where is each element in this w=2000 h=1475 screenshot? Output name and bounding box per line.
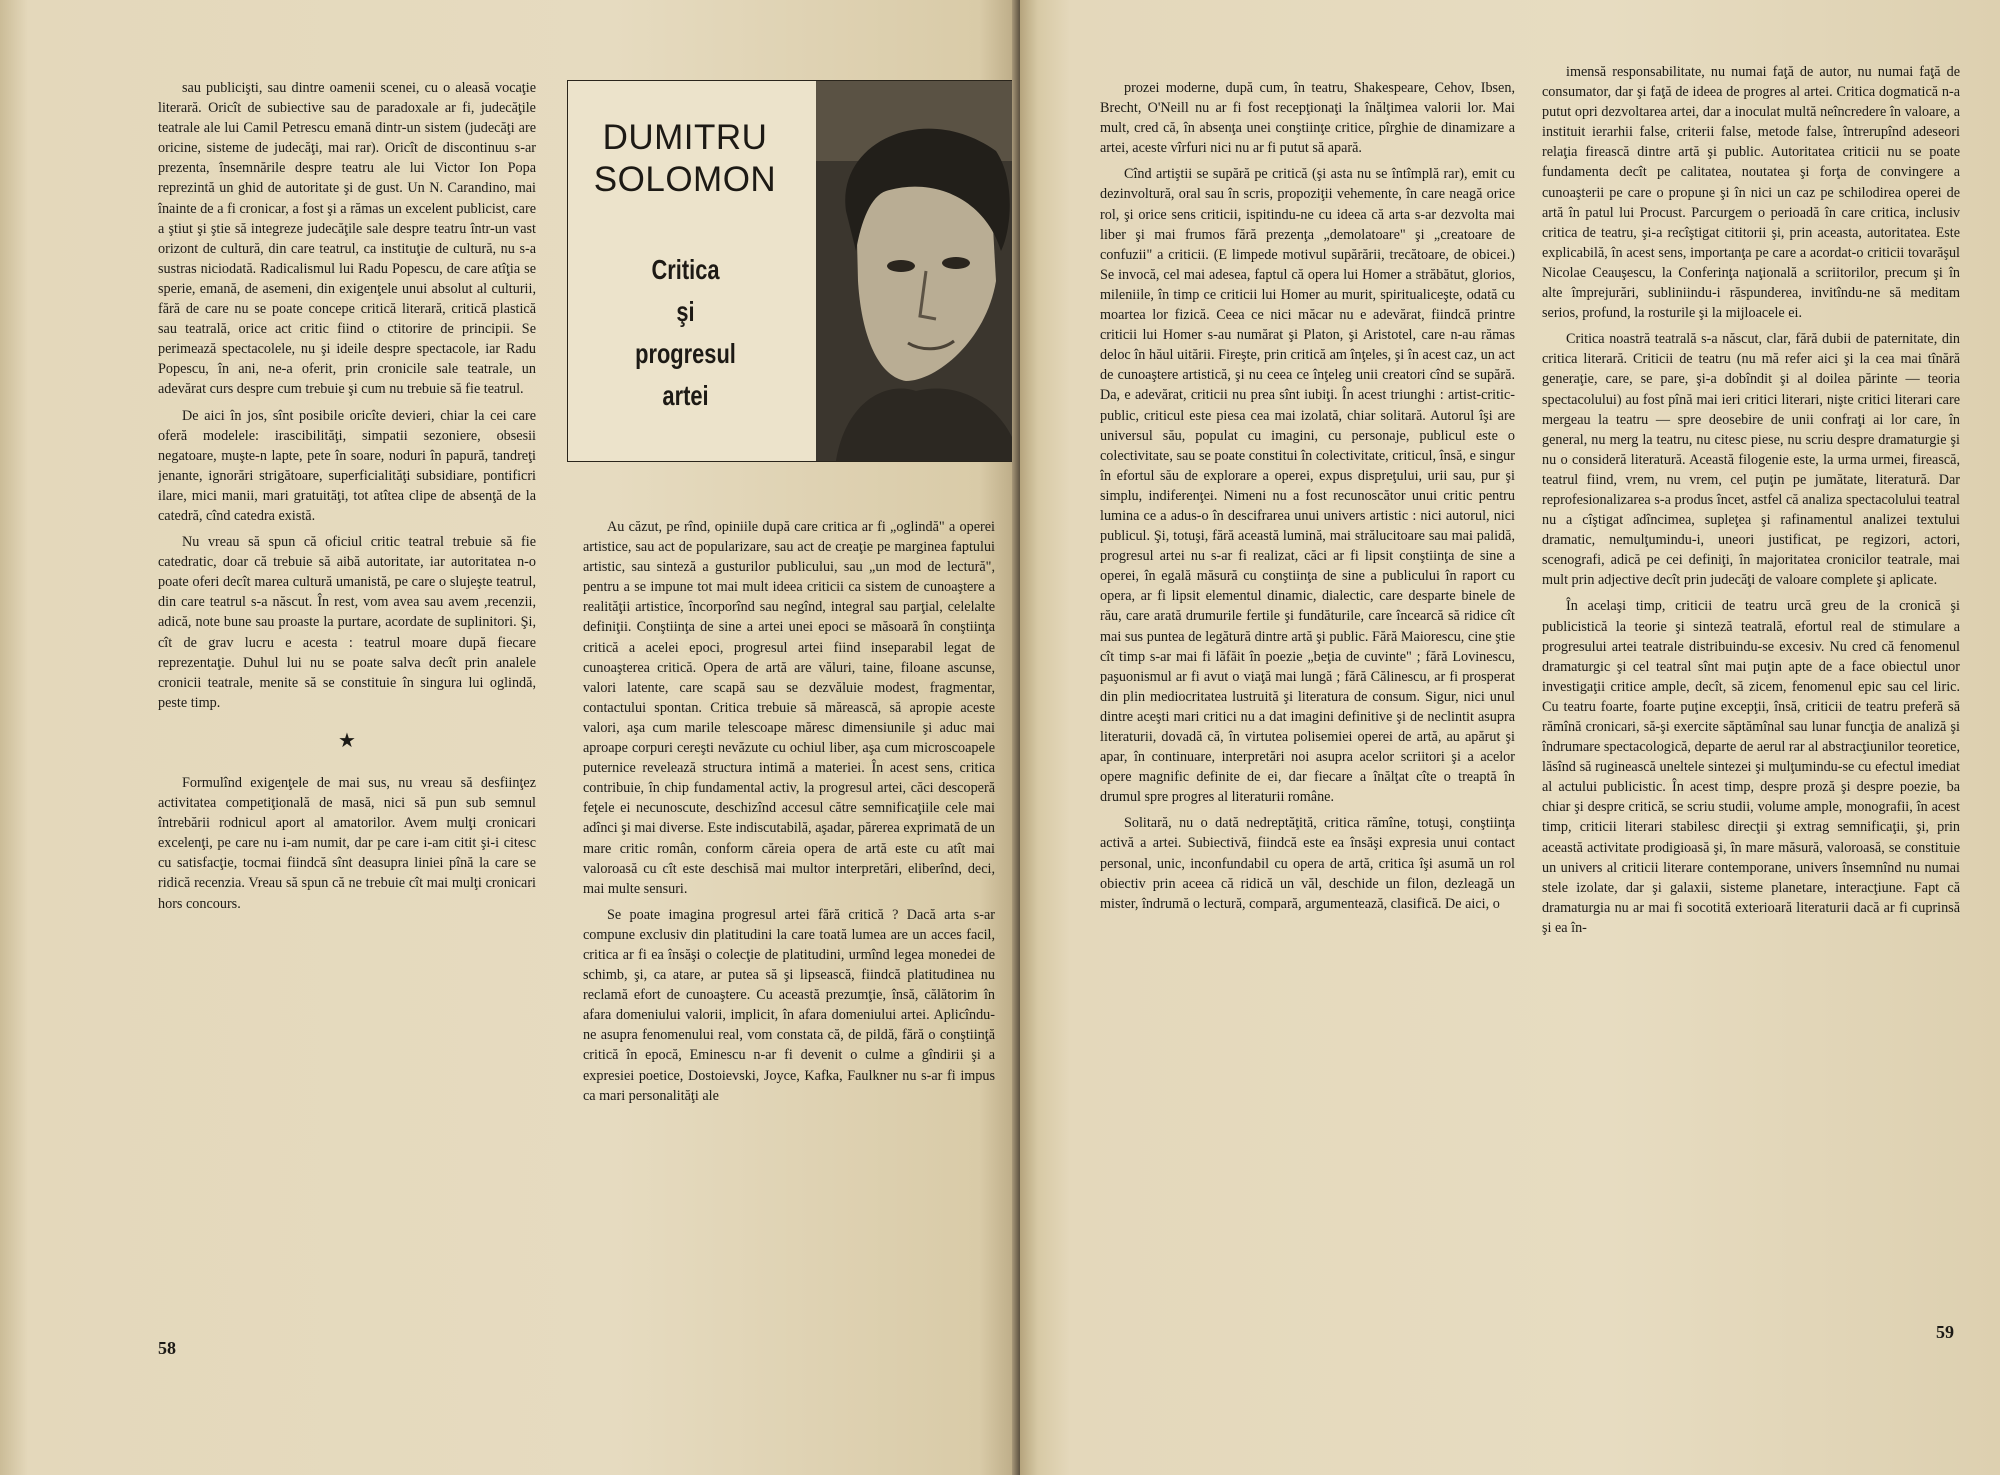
section-separator-star: ★ bbox=[338, 729, 356, 752]
right-page bbox=[1020, 0, 2000, 1475]
paragraph: Cînd artiştii se supără pe critică (şi asta nu se întîmplă rar), emit cu dezinvoltură, oral sau în scris, propoziţii vehemente, în care neagă orice rol, şi orice sens criticii, ispitindu-ne cu ideea că arta s-ar dezvolta mai liber şi mai frumos fără prezenţa „demolatoare" şi „creatoare de confuzii" a criticii. (E limpede motivul supărării, trecătoare, de obicei.) Se invocă, cel mai adesea, faptul că opera lui Homer a străbătut, glorios, mileniile, în timp ce criticii lui Homer au murit, spiritualiceşte, odată cu moartea lor fizică. Ceea ce nici măcar nu e adevărat, fiindcă printre criticii lui Homer s-au numărat şi Platon, şi Aristotel, care n-au rămas deloc în hăul uitării. Fireşte, prin critică am înţeles, şi în acest caz, un act de cunoaştere artistică, şi nu ceea ce înţeleg unii creatori cînd se supără. Da, e adevărat, criticii nu prea sînt iubiţi. În acest triunghi : artist-critic-public, criticul este piesa cea mai izolată, chiar solitară. Autorul îşi are universul său, populat cu imagini, cu personaje, publicul este o colectivitate, sau se poate constitui în colectivitate, criticul, însă, e singur în efortul său de explorare a operei, expus dispreţului, urii sau, pur şi simplu, indiferenţei. Nimeni nu a fost recunoscător unui critic pentru lumina ce a adus-o în descifrarea unui univers artistic : nici autorul, nici publicul. Şi, totuşi, fără această lumină, mai strălucitoare sau mai palidă, progresul artei nu s-ar fi realizat, căci ar fi lipsit conştiinţa de sine a operei, în egală măsură cu conştiinţa de sine a publicului în raport cu opera, ar fi lipsit elementul dinamic, dialectic, care desparte binele de rău, care arată drumurile fertile şi fundăturile, care încearcă să ridice cît mai sus puntea de legătură dintre artă şi public. Fără Maiorescu, cine ştie cît timp s-ar mai fi lăfăit în poezie „beţia de cuvinte" ; fără Lovinescu, paşuonismul ar fi avut o viaţă mai lungă ; fără Călinescu, ar fi prosperat din plin mediocritatea lustruită şi literatura de consum. Sigur, nici unul dintre aceşti mari critici nu a dat imagini definitive şi de neclintit asupra literaturii, dovadă că, în virtutea polisemiei operei de artă, au apărut şi apar, în continuare, interpretări noi asupra acelor scriitori şi a acelor opere magnific definite de ei, dar fiecare a înălţat cîte o treaptă în drumul spre progres al literaturii române. bbox=[1100, 166, 1515, 806]
left-page-column-1 bbox=[158, 78, 536, 1318]
paragraph: De aici în jos, sînt posibile oricîte devieri, chiar la cei care oferă modelele: irascibilităţi, simpatii sezoniere, obsesii negatoare, muşte-n lapte, pete în soare, noduri în papură, tandreţi jenante, ignorări strigătoare, superficialităţi subsidiare, pontificri ilare, mici manii, mari gratuităţi, tot atîtea clipe de absenţă de la catedră, cînd catedra există. bbox=[158, 407, 536, 524]
title-line: Critica bbox=[651, 254, 720, 285]
right-page-column-2 bbox=[1542, 62, 1960, 1314]
paragraph: imensă responsabilitate, nu numai faţă de autor, nu numai faţă de consumator, dar şi faţă de ideea de progres al artei. Critica dogmatică n-a putut opri dezvoltarea artei, dar a inoculat multă neîncredere în valoare, a instituit ierarhii false, criterii false, metode false, întrerupînd adeseori relaţia firească dintre artă şi public. Autoritatea criticii nu se poate fundamenta decît pe calitatea, noutatea şi forţa de convingere a cunoaşterii pe care o propune şi în nici un caz pe schilodirea operei de artă în patul lui Procust. Parcurgem o perioadă în care critica, inclusiv critica de teatru, şi-a recîştigat cititorii şi, prin aceasta, autoritatea. Este explicabilă, în acest sens, importanţa pe care a acordat-o criticii tovarăşul Nicolae Ceauşescu, la Conferinţa naţională a scriitorilor, precum şi în alte împrejurări, subliniindu-i răspunderea, invitîndu-ne să meditam serios, profund, la rosturile şi la mijloacele ei. bbox=[1542, 64, 1960, 322]
paragraph: Au căzut, pe rînd, opiniile după care critica ar fi „oglindă" a operei artistice, sau act de popularizare, sau act de creaţie pe marginea faptului artistic, sau sinteză a gusturilor publicului, sau „un mod de lectură", pentru a se impune tot mai mult ideea criticii ca sistem de cunoaştere a realităţii artistice, încorporînd sau negînd, integral sau parţial, celelalte definiţii. Conştiinţa de sine a artei unei epoci se măsoară în conştiinţa critică a acelei epoci, progresul artei fiind inseparabil legat de cunoaşterea critică. Opera de artă are văluri, taine, filoane ascunse, valori latente, care scapă sau se dezvăluie modest, fragmentar, contactului spontan. Critica trebuie să mărească, să apropie aceste valori, aşa cum marile telescoape măresc dimensiunile şi aduc mai aproape corpuri cereşti nevăzute cu ochiul liber, aşa cum microscoapele puternice revelează structura intimă a materiei. În acest sens, critica contribuie, în chip fundamental activ, la progresul artei, căci descoperă feţele ei necunoscute, deschizînd accesul către semnificaţiile cele mai adînci şi mai diverse. Este indiscutabilă, aşadar, părerea exprimată de un mare critic român, conform căreia opera de artă este cu atît mai valoroasă cu cît este deschisă mai multor interpretări, eliberînd, deci, mai multe sensuri. bbox=[583, 519, 995, 897]
paragraph: Formulînd exigenţele de mai sus, nu vreau să desfiinţez activitatea competiţională de masă, nici să pun sub semnul întrebării rodnicul aport al amatorilor. Avem mulţi cronicari excelenţi, pe care nu i-am numit, dar pe care i-am citit şi-i citesc cu satisfacţie, tocmai fiindcă sînt deasupra liniei pînă la care se ridică recenzia. Vreau să spun că ne trebuie cît mai mulţi cronicari hors concours. bbox=[158, 775, 536, 912]
author-last-name: SOLOMON bbox=[593, 160, 777, 199]
author-first-name: DUMITRU bbox=[602, 118, 768, 157]
title-line: şi bbox=[676, 296, 695, 327]
paragraph: Solitară, nu o dată nedreptăţită, critica rămîne, totuşi, conştiinţa activă a artei. Subiectivă, fiindcă este ea însăşi expresia unui contact personal, unic, inconfundabil cu opera de artă, critica îşi asumă un rol obiectiv prin aceea că ridică un văl, deschide un filon, dezleagă un mister, îndrumă o lectură, compară, argumentează, clasifică. De aici, o bbox=[1100, 815, 1515, 912]
paragraph: Nu vreau să spun că oficiul critic teatral trebuie să fie catedratic, doar că trebuie să aibă autoritate, iar autoritatea n-o poate oferi decît marea cultură umanistă, pe care o slujeşte teatrul, din care teatrul s-a născut. În rest, vom avea sau avem ,recenzii, adică, note bune sau proaste la purtare, acordate de suplinitori. Şi, cît de grav lucru e acesta : teatrul moare după fiecare reprezentaţie. Duhul lui nu se poate salva decît prin analele cronicii teatrale, menite să se constituie în singura lui oglindă, peste timp. bbox=[158, 534, 536, 711]
paragraph: Critica noastră teatrală s-a născut, clar, fără dubii de paternitate, din critica literară. Criticii de teatru (nu mă refer aici şi la cea mai tînără generaţie, care, se pare, şi-a dobîndit şi al doilea părinte — teoria spectacolului) au fost pînă mai ieri critici literari, nişte critici literari care mergeau la teatru — spre deosebire de unii confraţi ai lor care, în general, nu merg la teatru, nu citesc piese, nu scriu despre dramaturgie şi nu o consideră literatură. Această filogenie este, la urma urmei, firească, teatrul fiind, vrem, nu vrem, cel puţin pe jumătate, literatură. Dar reprofesionalizarea s-a produs încet, astfel că analiza spectacolului teatral nu a cîştigat adîncimea, supleţea şi rafinamentul analizei textului dramatic, nemulţumindu-i, uneori justificat, pe regizori, actori, scenografi, adică pe cei definiţi, în majoritatea cronicilor teatrale, mai mult prin adjective decît prin judecăţi de valoare complete şi aplicate. bbox=[1542, 331, 1960, 589]
portrait-drawing bbox=[816, 81, 1014, 461]
page-number: 59 bbox=[1936, 1322, 1954, 1342]
page-number: 58 bbox=[158, 1338, 176, 1358]
paragraph: sau publicişti, sau dintre oamenii scenei, cu o aleasă vocaţie literară. Oricît de subiective sau de paradoxale ar fi, judecăţile teatrale ale lui Camil Petrescu emană dintr-un sistem (judecăţi are oricine, sisteme de judecăţi, mai rar). Oricît de discontinuu s-ar prezenta, însemnările despre teatru ale lui Victor Ion Popa reprezintă un ghid de autoritate şi de gust. Un N. Carandino, mai înainte de a fi cronicar, a fost şi a rămas un excelent publicist, care a ştiut şi ştie să integreze judecăţile sale despre teatru într-un vast orizont de cultură, din care teatrul, ca instituţie de cultură, nu s-a sustras niciodată. Radicalismul lui Radu Popescu, de care atîţia se sperie, emană, de asemeni, din exigenţele unui absolut al culturii, fără de care nu se poate concepe critică literară, critică plastică sau teatrală, orice act critic fiind o ctitorire de principii. Se perimează spectacolele, nu şi ideile despre spectacole, iar Radu Popescu, în ani, ne-a oferit, prin cronicile sale teatrale, un adevărat curs despre cum trebuie şi cum nu trebuie să fie teatrul. bbox=[158, 80, 536, 398]
title-line: progresul bbox=[635, 338, 736, 369]
author-portrait-photo bbox=[816, 81, 1014, 461]
paragraph: Se poate imagina progresul artei fără critică ? Dacă arta s-ar compune exclusiv din platitudini la care toată lumea are un acces facil, critica ar fi ea însăşi o colecţie de platitudini, urmînd legea monedei de schimb, şi, ca atare, ar putea să şi lipsească, fiindcă platitudinea nu reclamă efort de cunoaştere. Cu această prezumţie, însă, călătorim în afara domeniului valorii, implicit, în afara domeniului artei. Aplicîndu-ne asupra fenomenului real, vom constata că, de pildă, fără o conştiinţă critică în epocă, Eminescu n-ar fi devenit o culme a gîndirii şi a expresiei poetice, Dostoievski, Joyce, Kafka, Faulkner nu s-ar fi impus ca mari personalităţi ale bbox=[583, 906, 995, 1104]
title-line: artei bbox=[662, 380, 709, 411]
right-page-column-1 bbox=[1100, 78, 1515, 1316]
article-title bbox=[625, 249, 746, 417]
article-header-box bbox=[567, 80, 1015, 462]
paragraph: În acelaşi timp, criticii de teatru urcă greu de la cronică şi publicistică la teorie şi sinteză teatrală, efortul real de stimulare a progresului artei teatrale distribuindu-se excesiv. Nu cred că fenomenul dramaturgic şi cel teatral sînt mai puţin apte de a face obiectul unor investigaţii critice ample, decît, să zicem, fenomenul epic sau cel liric. Cu teatru foarte, foarte puţine excepţii, însă, criticii de teatru preferă să rămînă cronicari, să-şi exercite săptămînal sau lunar funcţia de analiză şi îndrumare spectacologică, departe de aerul rar al abstracţiunilor teoretice, lăsînd să ruginească uneltele sintezei şi mulţumindu-se cu efectul imediat al actului publicistic. În acest timp, despre proză şi despre poezie, ba chiar şi despre critică, se scriu studii, volume ample, monografii, în acest timp, criticii literari stabilesc direcţii şi extrag semnificaţii, şi, prin această activitate prodigioasă şi, în mare măsură, valoroasă, se constituie un univers al criticii literare contemporane, univers însemnînd nu numai stele izolate, dar şi galaxii, sisteme planetare, interacţiune. Fapt că dramaturgia nu ar mai fi socotită exterioară literaturii dacă ar fi cuprinsă şi ea în- bbox=[1542, 598, 1960, 936]
author-name bbox=[590, 117, 780, 201]
paragraph: prozei moderne, după cum, în teatru, Shakespeare, Cehov, Ibsen, Brecht, O'Neill nu ar fi fost recepţionaţi la înălţimea valorii lor. Mai mult, cred că, în absenţa unei conştiinţe critice, pîrghie de dinamizare a artei, aceste vîrfuri nici nu ar fi putut să apară. bbox=[1100, 80, 1515, 157]
